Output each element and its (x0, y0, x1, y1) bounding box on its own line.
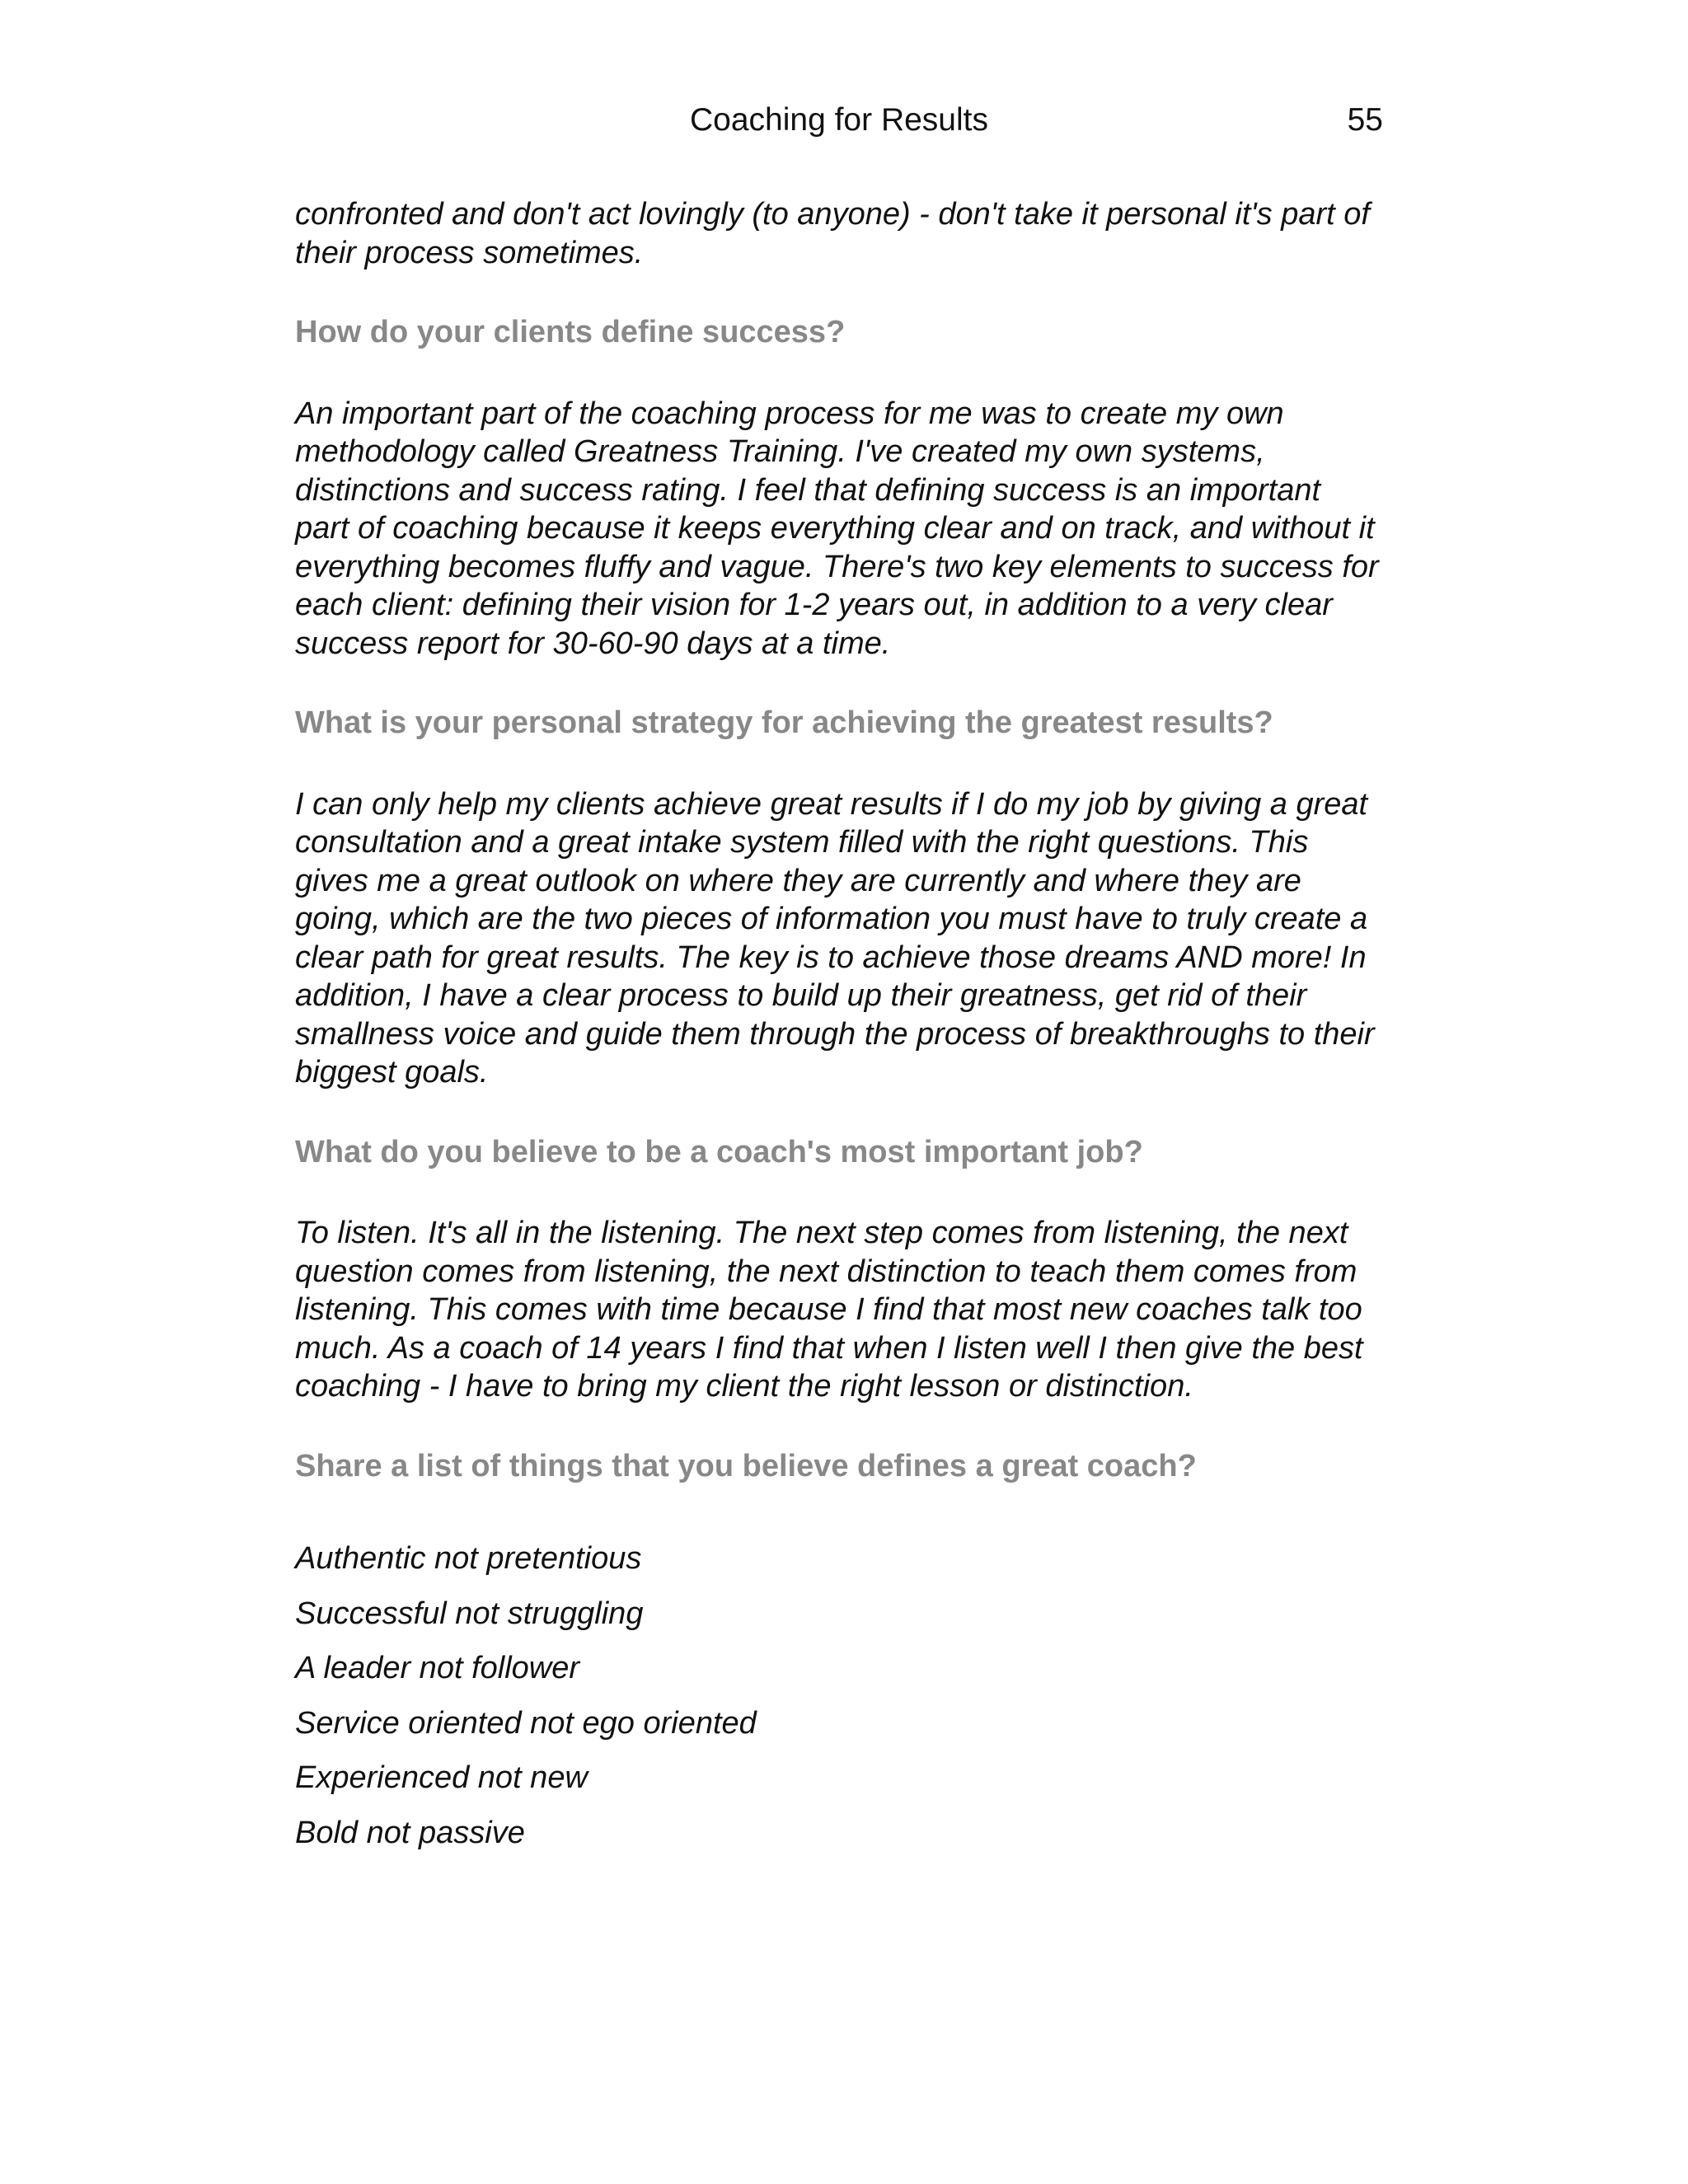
answer-text: I can only help my clients achieve great results if I do my job by giving a great consultation and a great intake system filled with the right questions. This gives me a great outlook on where they are currently and where they are going, which are the two pieces of information you must have to truly create a clear path for great results. The key is to achieve those dreams AND more! In addition, I have a clear process to build up their greatness, get rid of their smallness voice and guide them through the process of breakthroughs to their biggest goals. (295, 786, 1375, 1090)
question-heading: How do your clients define success? (295, 315, 846, 349)
answer-text: To listen. It's all in the listening. The next step comes from listening, the next question comes from listening, the next distinction to teach them comes from listening. This comes with time because I find that most new coaches talk too much. As a coach of 14 years I find that when I listen well I then give the best coaching - I have to bring my client the right lesson or distinction. (295, 1216, 1363, 1404)
page-number: 55 (1347, 102, 1383, 138)
book-title: Coaching for Results (689, 102, 988, 138)
list-item: Service oriented not ego oriented (295, 1705, 757, 1741)
answer-text: An important part of the coaching process for me was to create my own methodology called Greatness Training. I've created my own systems, distinctions and success rating. I feel that defining success is an important part of coaching because it keeps everything clear and on track, and without it everything becomes fluffy and vague. There's two key elements to success for each client: defining their vision for 1-2 years out, in addition to a very clear success report for 30-60-90 days at a time. (295, 396, 1379, 661)
list-item: Experienced not new (295, 1760, 588, 1795)
question-heading: What is your personal strategy for achieving the greatest results? (295, 705, 1273, 740)
list-item: Bold not passive (295, 1815, 525, 1850)
list-item: Successful not struggling (295, 1596, 644, 1631)
running-header (295, 97, 1383, 143)
list-item: Authentic not pretentious (295, 1541, 642, 1576)
question-heading: Share a list of things that you believe defines a great coach? (295, 1448, 1197, 1483)
list-item: A leader not follower (295, 1651, 580, 1685)
great-coach-traits-list (295, 1540, 1383, 1852)
continued-answer-text: confronted and don't act lovingly (to anyone) - don't take it personal it's part of their process sometimes. (295, 197, 1370, 270)
page-content (295, 195, 1383, 1868)
question-heading: What do you believe to be a coach's most important job? (295, 1134, 1143, 1169)
